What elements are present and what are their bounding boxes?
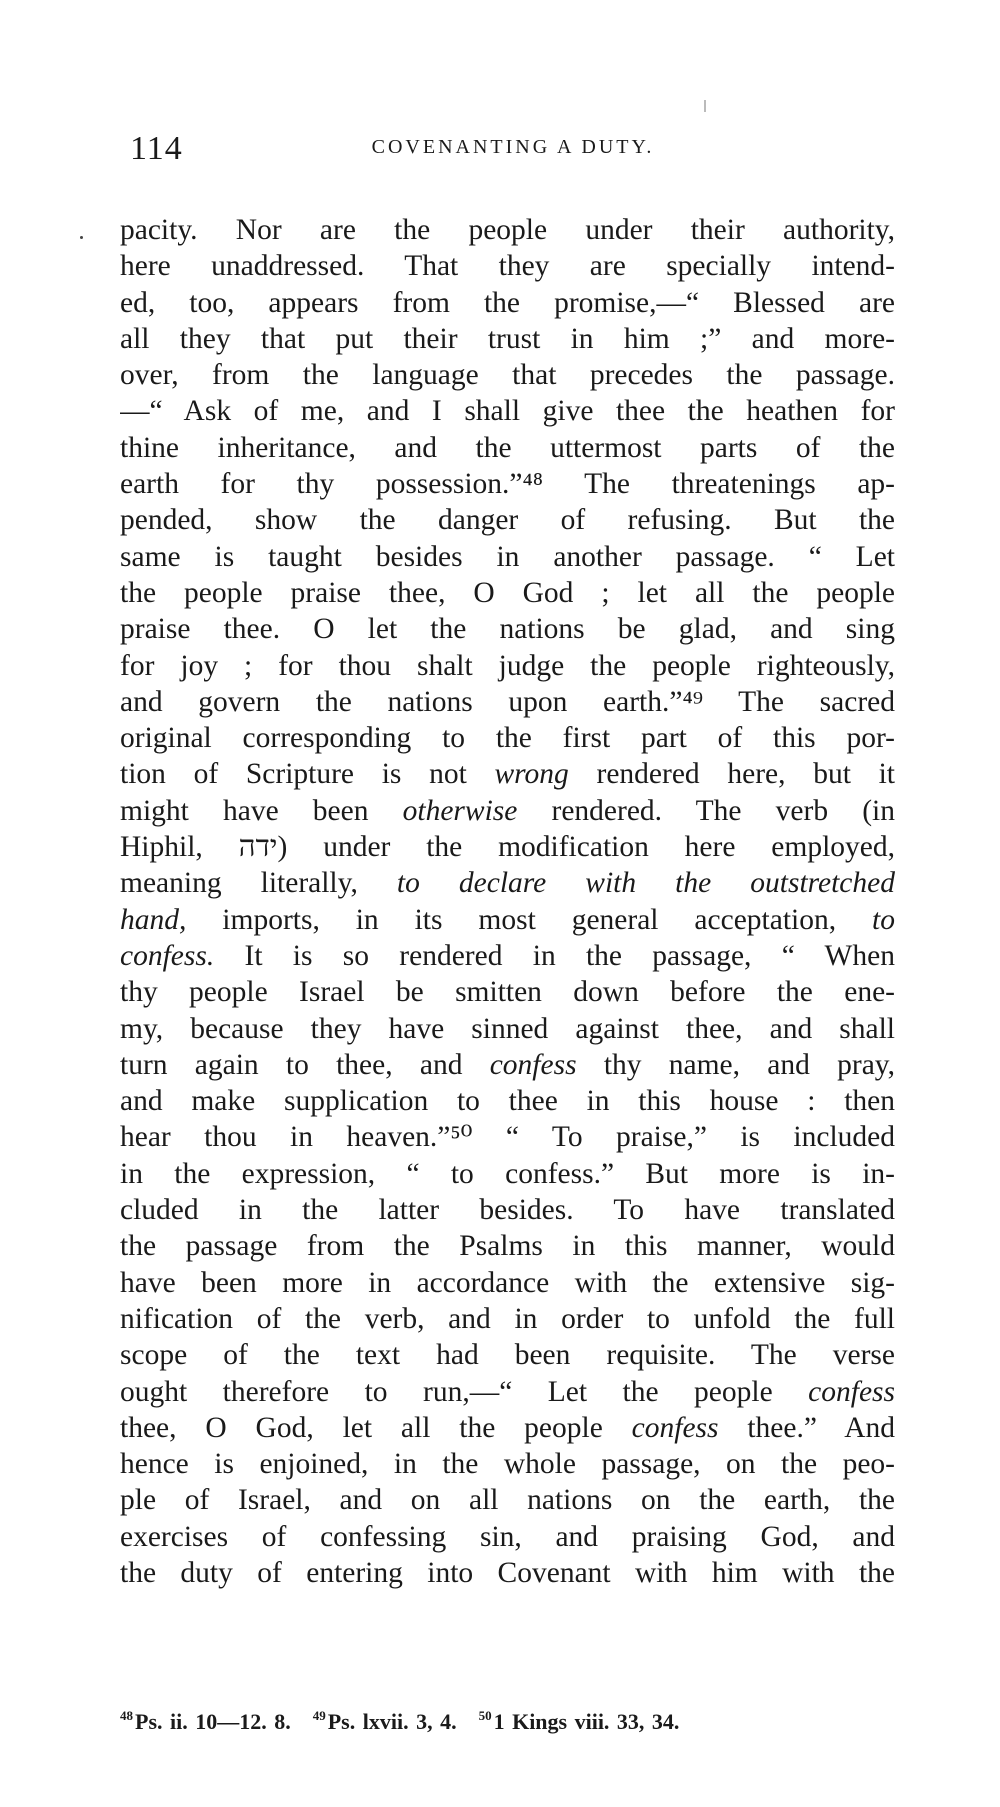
text-line: pended, show the danger of refusing. But the bbox=[120, 504, 895, 537]
footnotes bbox=[120, 1708, 895, 1744]
text-line: might have been otherwise rendered. The verb (in bbox=[120, 794, 895, 827]
text-line: turn again to thee, and confess thy name, and pray, bbox=[120, 1048, 895, 1081]
text-line: praise thee. O let the nations be glad, and sing bbox=[120, 613, 895, 646]
scan-speck bbox=[80, 236, 83, 239]
text-line: ed, too, appears from the promise,—“ Blessed are bbox=[120, 286, 895, 319]
text-line: nification of the verb, and in order to unfold the full bbox=[120, 1302, 895, 1335]
text-line: the passage from the Psalms in this manner, would bbox=[120, 1230, 895, 1263]
page-number: 114 bbox=[130, 130, 183, 167]
text-line: ple of Israel, and on all nations on the earth, the bbox=[120, 1484, 895, 1517]
text-line: confess. It is so rendered in the passage, “ When bbox=[120, 939, 895, 972]
footnote-mark: 50 bbox=[478, 1708, 492, 1723]
footnote-50 bbox=[479, 1709, 680, 1734]
text-line: and govern the nations upon earth.”⁴⁹ The sacred bbox=[120, 685, 895, 718]
footnote-48 bbox=[120, 1709, 291, 1734]
text-line: Hiphil, ידה) under the modification here employed, bbox=[120, 831, 895, 864]
text-line: my, because they have sinned against thee, and shall bbox=[120, 1012, 895, 1045]
text-line: hear thou in heaven.”⁵⁰ “ To praise,” is included bbox=[120, 1121, 895, 1154]
text-line: here unaddressed. That they are specially intend- bbox=[120, 250, 895, 283]
text-line: in the expression, “ to confess.” But more is in- bbox=[120, 1157, 895, 1190]
text-line: earth for thy possession.”⁴⁸ The threatenings ap- bbox=[120, 468, 895, 501]
footnote-mark: 48 bbox=[120, 1708, 133, 1723]
text-line: hand, imports, in its most general acceptation, to bbox=[120, 903, 895, 936]
footnote-text: 1 Kings viii. 33, 34. bbox=[493, 1709, 680, 1734]
text-line: thine inheritance, and the uttermost parts of the bbox=[120, 431, 895, 464]
text-line: the people praise thee, O God ; let all the people bbox=[120, 576, 895, 609]
running-title: COVENANTING A DUTY. bbox=[371, 136, 655, 158]
text-line: have been more in accordance with the extensive sig- bbox=[120, 1266, 895, 1299]
text-line: and make supplication to thee in this house : then bbox=[120, 1085, 895, 1118]
footnote-mark: 49 bbox=[312, 1708, 326, 1723]
footnote-text: Ps. lxvii. 3, 4. bbox=[327, 1709, 457, 1734]
text-line: thee, O God, let all the people confess thee.” And bbox=[120, 1411, 895, 1444]
text-line: hence is enjoined, in the whole passage, on the peo- bbox=[120, 1448, 895, 1481]
text-line: pacity. Nor are the people under their authority, bbox=[120, 214, 895, 246]
text-line: over, from the language that precedes the passage. bbox=[120, 359, 895, 392]
page-header bbox=[118, 130, 908, 170]
text-line: —“ Ask of me, and I shall give thee the heathen for bbox=[120, 395, 895, 428]
text-line: ought therefore to run,—“ Let the people confess bbox=[120, 1375, 895, 1408]
body-text bbox=[120, 212, 895, 1591]
footnote-49 bbox=[313, 1709, 457, 1734]
text-line: scope of the text had been requisite. The verse bbox=[120, 1339, 895, 1372]
text-line: exercises of confessing sin, and praising God, and bbox=[120, 1520, 895, 1553]
text-line: all they that put their trust in him ;” and more- bbox=[120, 322, 895, 355]
text-line: same is taught besides in another passage. “ Let bbox=[120, 540, 895, 573]
text-line: for joy ; for thou shalt judge the people righteously, bbox=[120, 649, 895, 682]
text-line: meaning literally, to declare with the outstretched bbox=[120, 867, 895, 900]
text-line: original corresponding to the first part of this por- bbox=[120, 722, 895, 755]
text-line: the duty of entering into Covenant with him with the bbox=[120, 1556, 895, 1589]
text-line: thy people Israel be smitten down before the ene- bbox=[120, 976, 895, 1009]
text-line: cluded in the latter besides. To have translated bbox=[120, 1194, 895, 1227]
footnote-text: Ps. ii. 10—12. 8. bbox=[135, 1709, 291, 1734]
scan-mark bbox=[704, 100, 706, 112]
text-line: tion of Scripture is not wrong rendered here, but it bbox=[120, 758, 895, 791]
